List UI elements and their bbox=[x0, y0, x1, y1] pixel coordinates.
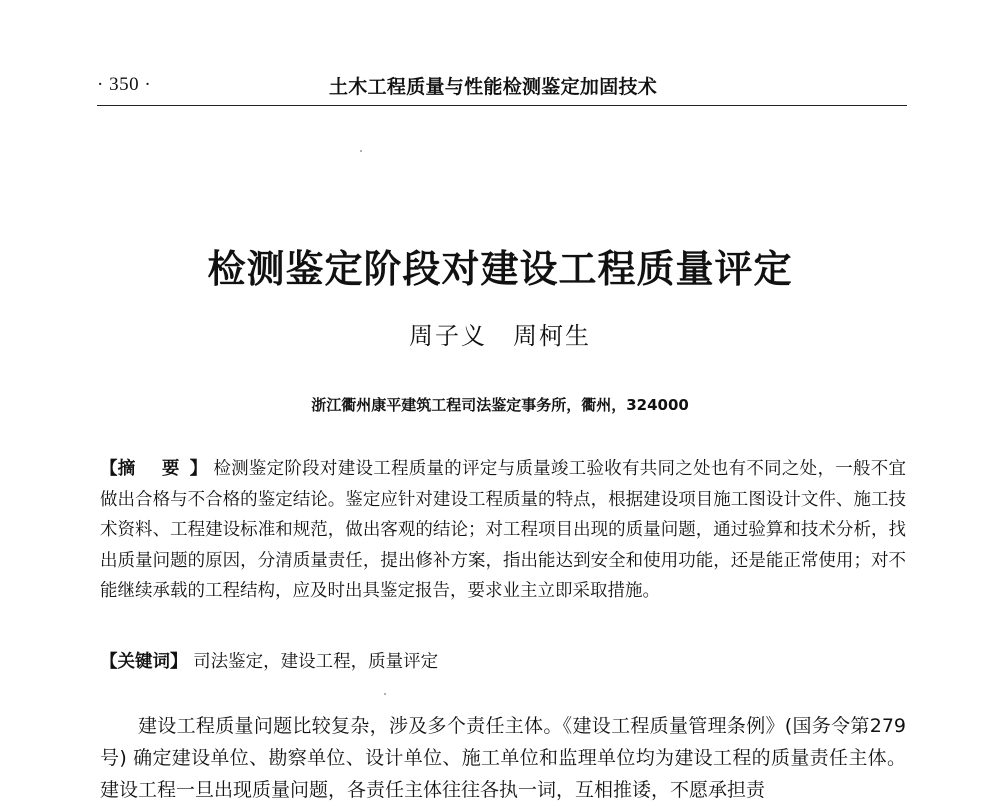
keywords bbox=[100, 647, 906, 677]
keywords-label: 【关键词】 bbox=[100, 652, 188, 672]
keywords-text: 司法鉴定，建设工程，质量评定 bbox=[193, 652, 439, 672]
abstract-label-open: 【 bbox=[100, 459, 118, 479]
abstract-text: 检测鉴定阶段对建设工程质量的评定与质量竣工验收有共同之处也有不同之处，一般不宜做出合格与不合格的鉴定结论。鉴定应针对建设工程质量的特点，根据建设项目施工图设计文件、施工技术资料、工程建设标准和规范，做出客观的结论；对工程项目出现的质量问题，通过验算和技术分析，找出质量问题的原因，分清质量责任，提出修补方案，指出能达到安全和使用功能，还是能正常使用；对不能继续承载的工程结构，应及时出具鉴定报告，要求业主立即采取措施。 bbox=[100, 459, 907, 601]
scan-speck bbox=[384, 693, 386, 695]
running-header bbox=[97, 72, 907, 102]
page-number: · 350 · bbox=[97, 74, 152, 95]
body-paragraph: 建设工程质量问题比较复杂，涉及多个责任主体。《建设工程质量管理条例》(国务令第279 号) 确定建设单位、勘察单位、设计单位、施工单位和监理单位均为建设工程的质量责任主体。建设工程一旦出现质量问题，各责任主体往往各执一词，互相推诿，不愿承担责 bbox=[100, 715, 906, 801]
header-rule bbox=[97, 105, 907, 106]
affiliation: 浙江衢州康平建筑工程司法鉴定事务所，衢州，324000 bbox=[311, 396, 689, 414]
book-title: 土木工程质量与性能检测鉴定加固技术 bbox=[329, 76, 658, 98]
scan-speck bbox=[360, 150, 362, 152]
authors bbox=[0, 320, 1000, 352]
article-title: 检测鉴定阶段对建设工程质量评定 bbox=[207, 246, 793, 291]
abstract bbox=[100, 454, 906, 607]
author-name: 周柯生 bbox=[513, 322, 591, 350]
abstract-label-close: 】 bbox=[189, 459, 208, 479]
author-name: 周子义 bbox=[409, 322, 487, 350]
abstract-label: 摘 要 bbox=[117, 459, 190, 479]
